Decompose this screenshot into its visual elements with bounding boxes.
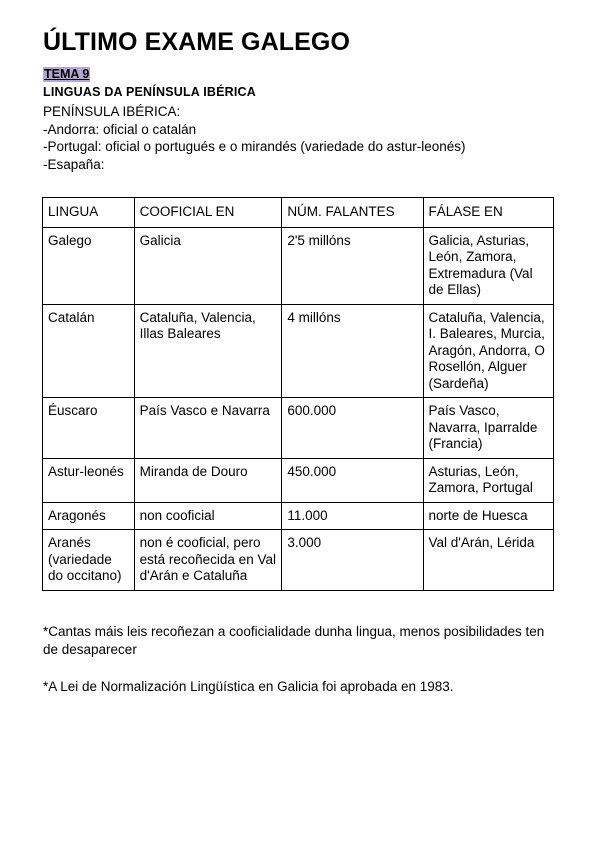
topic-label: TEMA 9 <box>44 67 90 81</box>
table-cell: Catalán <box>43 304 135 398</box>
column-header-cooficial: COOFICIAL EN <box>134 198 282 228</box>
table-cell: non é cooficial, pero está recoñecida en Val d'Arán e Cataluña <box>134 530 282 591</box>
column-header-falantes: NÚM. FALANTES <box>282 198 423 228</box>
intro-line: PENÍNSULA IBÉRICA: <box>43 104 181 119</box>
table-row <box>43 227 554 304</box>
table-cell: Miranda de Douro <box>134 458 282 502</box>
table-row <box>43 530 554 591</box>
table-cell: Galego <box>43 227 135 304</box>
table-cell: Aranés (variedade do occitano) <box>43 530 135 591</box>
table-cell: 11.000 <box>282 502 423 530</box>
table-row <box>43 458 554 502</box>
table-header-row <box>43 198 554 228</box>
languages-table <box>42 197 554 591</box>
table-cell: Cataluña, Valencia, Illas Baleares <box>134 304 282 398</box>
table-cell: 600.000 <box>282 398 423 459</box>
table-cell: Val d'Arán, Lérida <box>423 530 553 591</box>
table-cell: Cataluña, Valencia, I. Baleares, Murcia, Aragón, Andorra, O Rosellón, Alguer (Sardeña) <box>423 304 553 398</box>
table-cell: 3.000 <box>282 530 423 591</box>
document-title: ÚLTIMO EXAME GALEGO <box>43 28 350 56</box>
footnote-cooficialidade: *Cantas máis leis recoñezan a cooficialidade dunha lingua, menos posibilidades ten de desaparecer <box>43 624 545 657</box>
table-cell: 450.000 <box>282 458 423 502</box>
table-row <box>43 304 554 398</box>
table-row <box>43 502 554 530</box>
table-cell: 2'5 millóns <box>282 227 423 304</box>
table-cell: Asturias, León, Zamora, Portugal <box>423 458 553 502</box>
intro-line: -Esapaña: <box>43 156 105 172</box>
table-cell: Astur-leonés <box>43 458 135 502</box>
table-cell: Éuscaro <box>43 398 135 459</box>
table-cell: Aragonés <box>43 502 135 530</box>
table-cell: Galicia <box>134 227 282 304</box>
intro-text <box>43 103 465 173</box>
footnote-lei-normalizacion: *A Lei de Normalización Lingüística en Galicia foi aprobada en 1983. <box>43 679 454 694</box>
table-row <box>43 398 554 459</box>
table-cell: País Vasco, Navarra, Iparralde (Francia) <box>423 398 553 459</box>
column-header-lingua: LINGUA <box>43 198 135 228</box>
table-cell: País Vasco e Navarra <box>134 398 282 459</box>
table-cell: Galicia, Asturias, León, Zamora, Extremadura (Val de Ellas) <box>423 227 553 304</box>
intro-line: -Portugal: oficial o portugués e o mirandés (variedade do astur-leonés) <box>43 139 466 154</box>
table-cell: 4 millóns <box>282 304 423 398</box>
column-header-falase: FÁLASE EN <box>423 198 553 228</box>
section-subtitle: LINGUAS DA PENÍNSULA IBÉRICA <box>43 85 257 99</box>
table-cell: non cooficial <box>134 502 282 530</box>
table-cell: norte de Huesca <box>423 502 553 530</box>
intro-line: -Andorra: oficial o catalán <box>43 121 197 137</box>
